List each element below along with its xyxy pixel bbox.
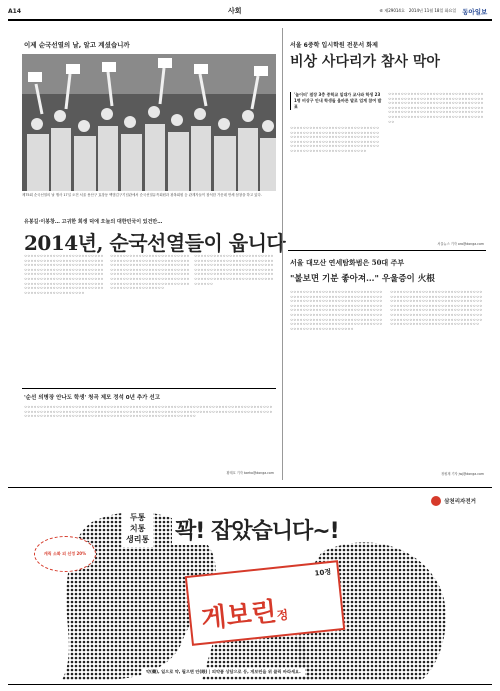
ad-stamp-text: 캐릭 소화 외 선정 20% xyxy=(43,551,87,556)
ad-product-tag: 10정 xyxy=(314,567,332,578)
right2-body-col-2: ㅇㅇㅇㅇㅇㅇㅇㅇㅇㅇㅇㅇㅇㅇㅇㅇㅇㅇㅇㅇㅇㅇㅇㅇㅇㅇㅇㅇㅇㅇㅇㅇㅇㅇㅇㅇㅇㅇㅇㅇㅇㅇㅇㅇㅇㅇㅇㅇㅇㅇㅇㅇㅇㅇㅇㅇㅇㅇㅇㅇㅇㅇㅇㅇㅇㅇㅇㅇㅇㅇㅇㅇㅇㅇㅇㅇㅇㅇㅇㅇㅇㅇㅇㅇㅇㅇㅇㅇㅇㅇㅇㅇㅇㅇㅇㅇㅇㅇㅇㅇㅇㅇㅇㅇㅇㅇㅇㅇㅇㅇㅇㅇㅇㅇㅇㅇㅇㅇㅇㅇㅇㅇㅇㅇㅇㅇㅇㅇㅇㅇㅇㅇㅇㅇㅇㅇㅇㅇㅇㅇㅇㅇㅇㅇㅇㅇㅇㅇㅇㅇㅇㅇㅇㅇㅇㅇㅇㅇㅇㅇㅇㅇㅇㅇㅇㅇㅇㅇㅇㅇㅇㅇㅇㅇㅇㅇㅇㅇㅇㅇㅇㅇㅇㅇㅇㅇㅇㅇㅇㅇㅇㅇㅇㅇㅇㅇㅇㅇㅇㅇㅇㅇㅇㅇㅇㅇㅇㅇㅇㅇㅇㅇㅇㅇㅇㅇㅇㅇㅇㅇㅇㅇㅇㅇㅇㅇㅇㅇㅇㅇㅇ xyxy=(390,290,483,327)
masthead: 동아일보 xyxy=(462,7,488,16)
sub-article-box xyxy=(22,388,276,481)
right-section-rule xyxy=(288,250,486,251)
news-photo xyxy=(22,54,276,191)
sub-article-headline: '순선 의병장 안나도 학생' 청곡 제모 정석 0년 추가 선고 xyxy=(24,395,161,401)
right2-headline: "불보면 기분 좋아져…" 우울증이 火根 xyxy=(290,274,435,284)
main-headline: 2014년, 순국선열들이 웁니다 xyxy=(24,231,286,255)
lead-label: 유봉길·이봉창… 고귀한 희생 덕에 오늘의 대한민국이 있건만… xyxy=(24,219,163,225)
right2-body-col-1: ㅇㅇㅇㅇㅇㅇㅇㅇㅇㅇㅇㅇㅇㅇㅇㅇㅇㅇㅇㅇㅇㅇㅇㅇㅇㅇㅇㅇㅇㅇㅇㅇㅇㅇㅇㅇㅇㅇㅇㅇㅇㅇㅇㅇㅇㅇㅇㅇㅇㅇㅇㅇㅇㅇㅇㅇㅇㅇㅇㅇㅇㅇㅇㅇㅇㅇㅇㅇㅇㅇㅇㅇㅇㅇㅇㅇㅇㅇㅇㅇㅇㅇㅇㅇㅇㅇㅇㅇㅇㅇㅇㅇㅇㅇㅇㅇㅇㅇㅇㅇㅇㅇㅇㅇㅇㅇㅇㅇㅇㅇㅇㅇㅇㅇㅇㅇㅇㅇㅇㅇㅇㅇㅇㅇㅇㅇㅇㅇㅇㅇㅇㅇㅇㅇㅇㅇㅇㅇㅇㅇㅇㅇㅇㅇㅇㅇㅇㅇㅇㅇㅇㅇㅇㅇㅇㅇㅇㅇㅇㅇㅇㅇㅇㅇㅇㅇㅇㅇㅇㅇㅇㅇㅇㅇㅇㅇㅇㅇㅇㅇㅇㅇㅇㅇㅇㅇㅇㅇㅇㅇㅇㅇㅇㅇㅇㅇㅇㅇㅇㅇㅇㅇㅇㅇㅇㅇㅇㅇㅇㅇㅇㅇㅇㅇㅇㅇㅇㅇㅇㅇㅇㅇㅇㅇㅇㅇㅇㅇㅇㅇㅇㅇㅇㅇㅇㅇㅇㅇㅇㅇㅇㅇㅇㅇㅇㅇㅇㅇㅇㅇㅇㅇ xyxy=(290,290,383,331)
article-column-1: ㅇㅇㅇㅇㅇㅇㅇㅇㅇㅇㅇㅇㅇㅇㅇㅇㅇㅇㅇㅇㅇㅇㅇㅇㅇㅇㅇㅇㅇㅇㅇㅇㅇㅇㅇㅇㅇㅇㅇㅇㅇㅇㅇㅇㅇㅇㅇㅇㅇㅇㅇㅇㅇㅇㅇㅇㅇㅇㅇㅇㅇㅇㅇㅇㅇㅇㅇㅇㅇㅇㅇㅇㅇㅇㅇㅇㅇㅇㅇㅇㅇㅇㅇㅇㅇㅇㅇㅇㅇㅇㅇㅇㅇㅇㅇㅇㅇㅇㅇㅇㅇㅇㅇㅇㅇㅇㅇㅇㅇㅇㅇㅇㅇㅇㅇㅇㅇㅇㅇㅇㅇㅇㅇㅇㅇㅇㅇㅇㅇㅇㅇㅇㅇㅇㅇㅇㅇㅇㅇㅇㅇㅇㅇㅇㅇㅇㅇㅇㅇㅇㅇㅇㅇㅇㅇㅇㅇㅇㅇㅇㅇㅇㅇㅇㅇㅇㅇㅇㅇㅇㅇㅇㅇㅇㅇㅇㅇㅇㅇㅇㅇㅇㅇㅇㅇㅇㅇㅇㅇㅇㅇㅇㅇㅇㅇㅇㅇㅇㅇㅇㅇㅇㅇㅇㅇㅇㅇㅇㅇㅇㅇㅇㅇㅇㅇㅇㅇㅇㅇ xyxy=(24,254,104,295)
photo-caption: 제75회 순국선열의 날 행사 17일 오전 서울 용산구 효창동 백범김구기념관에서 순국선열유족회원과 광복회원 등 관계자들이 참석한 가운데 만세 삼창을 하고 있다. xyxy=(22,193,262,197)
page-header xyxy=(8,4,492,18)
ad-symptom-2: 치통 xyxy=(129,524,146,533)
article-column-2: ㅇㅇㅇㅇㅇㅇㅇㅇㅇㅇㅇㅇㅇㅇㅇㅇㅇㅇㅇㅇㅇㅇㅇㅇㅇㅇㅇㅇㅇㅇㅇㅇㅇㅇㅇㅇㅇㅇㅇㅇㅇㅇㅇㅇㅇㅇㅇㅇㅇㅇㅇㅇㅇㅇㅇㅇㅇㅇㅇㅇㅇㅇㅇㅇㅇㅇㅇㅇㅇㅇㅇㅇㅇㅇㅇㅇㅇㅇㅇㅇㅇㅇㅇㅇㅇㅇㅇㅇㅇㅇㅇㅇㅇㅇㅇㅇㅇㅇㅇㅇㅇㅇㅇㅇㅇㅇㅇㅇㅇㅇㅇㅇㅇㅇㅇㅇㅇㅇㅇㅇㅇㅇㅇㅇㅇㅇㅇㅇㅇㅇㅇㅇㅇㅇㅇㅇㅇㅇㅇㅇㅇㅇㅇㅇㅇㅇㅇㅇㅇㅇㅇㅇㅇㅇㅇㅇㅇㅇㅇㅇㅇㅇㅇㅇㅇㅇㅇㅇㅇㅇㅇㅇㅇㅇㅇㅇㅇㅇㅇㅇㅇㅇㅇㅇㅇㅇㅇㅇㅇㅇㅇㅇ xyxy=(110,254,190,291)
header-rule xyxy=(8,19,492,21)
sub-article-byline: 황태호 기자 taeho@donga.com xyxy=(226,471,274,475)
right-headline: 비상 사다리가 참사 막아 xyxy=(290,54,440,70)
right-byline: 서울뉴스 기자 oro@donga.com xyxy=(437,242,484,246)
right-body-col-1: ㅇㅇㅇㅇㅇㅇㅇㅇㅇㅇㅇㅇㅇㅇㅇㅇㅇㅇㅇㅇㅇㅇㅇㅇㅇㅇㅇㅇㅇㅇㅇㅇㅇㅇㅇㅇㅇㅇㅇㅇㅇㅇㅇㅇㅇㅇㅇㅇㅇㅇㅇㅇㅇㅇㅇㅇㅇㅇㅇㅇㅇㅇㅇㅇㅇㅇㅇㅇㅇㅇㅇㅇㅇㅇㅇㅇㅇㅇㅇㅇㅇㅇㅇㅇㅇㅇㅇㅇㅇㅇㅇㅇㅇㅇㅇㅇㅇㅇㅇㅇㅇㅇㅇㅇㅇㅇㅇㅇㅇㅇㅇㅇㅇㅇㅇㅇㅇㅇㅇㅇㅇㅇㅇㅇㅇㅇㅇㅇㅇㅇㅇㅇㅇㅇㅇㅇㅇㅇㅇㅇㅇㅇㅇㅇㅇㅇㅇㅇㅇㅇㅇㅇㅇㅇㅇㅇㅇㅇㅇㅇㅇㅇㅇㅇ xyxy=(290,126,380,153)
crowd-photo-image xyxy=(22,54,276,191)
ad-product-name xyxy=(199,590,289,636)
right2-kicker: 서울 대모산 연세탐화범은 50대 주부 xyxy=(290,258,405,267)
bicycle-logo-icon xyxy=(431,496,441,506)
ad-top-rule xyxy=(8,487,492,488)
photo-kicker: 이제 순국선열의 날, 알고 계셨습니까 xyxy=(24,41,130,49)
sub-article-body: ㅇㅇㅇㅇㅇㅇㅇㅇㅇㅇㅇㅇㅇㅇㅇㅇㅇㅇㅇㅇㅇㅇㅇㅇㅇㅇㅇㅇㅇㅇㅇㅇㅇㅇㅇㅇㅇㅇㅇㅇㅇㅇㅇㅇㅇㅇㅇㅇㅇㅇㅇㅇㅇㅇㅇㅇㅇㅇㅇㅇㅇㅇㅇㅇㅇㅇㅇㅇㅇㅇㅇㅇㅇㅇㅇㅇㅇㅇㅇㅇㅇㅇㅇㅇㅇㅇㅇㅇㅇㅇㅇㅇㅇㅇㅇㅇㅇㅇㅇㅇㅇㅇㅇㅇㅇㅇㅇㅇㅇㅇㅇㅇㅇㅇㅇㅇㅇㅇㅇㅇㅇㅇㅇㅇㅇㅇㅇㅇㅇㅇㅇㅇㅇㅇㅇㅇㅇㅇㅇㅇㅇㅇㅇㅇㅇㅇㅇㅇㅇㅇㅇㅇㅇㅇㅇㅇㅇㅇㅇㅇㅇㅇㅇㅇㅇㅇㅇㅇㅇㅇㅇㅇㅇㅇㅇㅇㅇㅇㅇㅇㅇㅇㅇㅇㅇㅇㅇㅇㅇㅇㅇㅇㅇㅇㅇㅇㅇㅇㅇㅇㅇㅇㅇㅇㅇㅇㅇㅇㅇㅇ xyxy=(24,405,273,419)
page-bottom-rule xyxy=(8,684,492,685)
ad-symptom-list xyxy=(122,510,153,547)
ad-brand-name: 삼천리자전거 xyxy=(444,499,476,505)
ad-stamp xyxy=(34,536,96,572)
right2-byline: 장원재 기자 jwj@donga.com xyxy=(441,472,484,476)
ad-footer: 약(藥), 일으로 약, 필으면 안(眼) | 의약품 상담으로 등, 게보린을 위 클릭 바라세요. xyxy=(142,668,305,676)
right-pullquote: '놀이터' 점장 3층 중학교 일대가 교사와 학생 23 1명 비상구 안내 학생들 올바른 말로 업계 참여 발표 xyxy=(290,92,384,110)
article-column-3: ㅇㅇㅇㅇㅇㅇㅇㅇㅇㅇㅇㅇㅇㅇㅇㅇㅇㅇㅇㅇㅇㅇㅇㅇㅇㅇㅇㅇㅇㅇㅇㅇㅇㅇㅇㅇㅇㅇㅇㅇㅇㅇㅇㅇㅇㅇㅇㅇㅇㅇㅇㅇㅇㅇㅇㅇㅇㅇㅇㅇㅇㅇㅇㅇㅇㅇㅇㅇㅇㅇㅇㅇㅇㅇㅇㅇㅇㅇㅇㅇㅇㅇㅇㅇㅇㅇㅇㅇㅇㅇㅇㅇㅇㅇㅇㅇㅇㅇㅇㅇㅇㅇㅇㅇㅇㅇㅇㅇㅇㅇㅇㅇㅇㅇㅇㅇㅇㅇㅇㅇㅇㅇㅇㅇㅇㅇㅇㅇㅇㅇㅇㅇㅇㅇㅇㅇㅇㅇㅇㅇㅇㅇㅇㅇㅇㅇㅇㅇㅇㅇㅇㅇㅇㅇㅇㅇ xyxy=(194,254,274,286)
ad-headline: 꽉! 잡았습니다~! xyxy=(172,514,342,545)
ad-product-suffix: 정 xyxy=(276,607,290,623)
issue-date: 2014년 11월 18일 화요일 xyxy=(408,8,457,13)
page-number: A14 xyxy=(8,7,21,15)
section-title: 사회 xyxy=(228,7,242,15)
right-body-col-2: ㅇㅇㅇㅇㅇㅇㅇㅇㅇㅇㅇㅇㅇㅇㅇㅇㅇㅇㅇㅇㅇㅇㅇㅇㅇㅇㅇㅇㅇㅇㅇㅇㅇㅇㅇㅇㅇㅇㅇㅇㅇㅇㅇㅇㅇㅇㅇㅇㅇㅇㅇㅇㅇㅇㅇㅇㅇㅇㅇㅇㅇㅇㅇㅇㅇㅇㅇㅇㅇㅇㅇㅇㅇㅇㅇㅇㅇㅇㅇㅇㅇㅇㅇㅇㅇㅇㅇㅇㅇㅇㅇㅇㅇㅇㅇㅇㅇㅇㅇㅇㅇㅇㅇㅇㅇㅇㅇㅇㅇㅇㅇㅇㅇㅇㅇㅇㅇㅇㅇㅇㅇㅇㅇㅇㅇㅇㅇㅇㅇㅇㅇㅇㅇㅇㅇㅇㅇㅇㅇㅇㅇㅇㅇㅇㅇㅇㅇㅇㅇㅇㅇㅇㅇㅇㅇㅇㅇㅇㅇㅇㅇㅇㅇㅇㅇㅇㅇㅇㅇㅇㅇㅇㅇㅇㅇㅇㅇㅇㅇㅇㅇㅇ xyxy=(388,92,484,124)
right-kicker: 서울 6중학 입시학원 전문서 화제 xyxy=(290,42,378,49)
advertisement xyxy=(22,492,484,680)
ad-symptom-3: 생리통 xyxy=(126,535,150,544)
ad-product-title: 게보린 xyxy=(199,596,278,635)
ad-symptom-1: 두통 xyxy=(129,513,146,522)
ad-brand xyxy=(431,496,476,506)
column-divider xyxy=(282,28,283,480)
issue-number: ⑥ 제29014호 xyxy=(379,8,405,13)
